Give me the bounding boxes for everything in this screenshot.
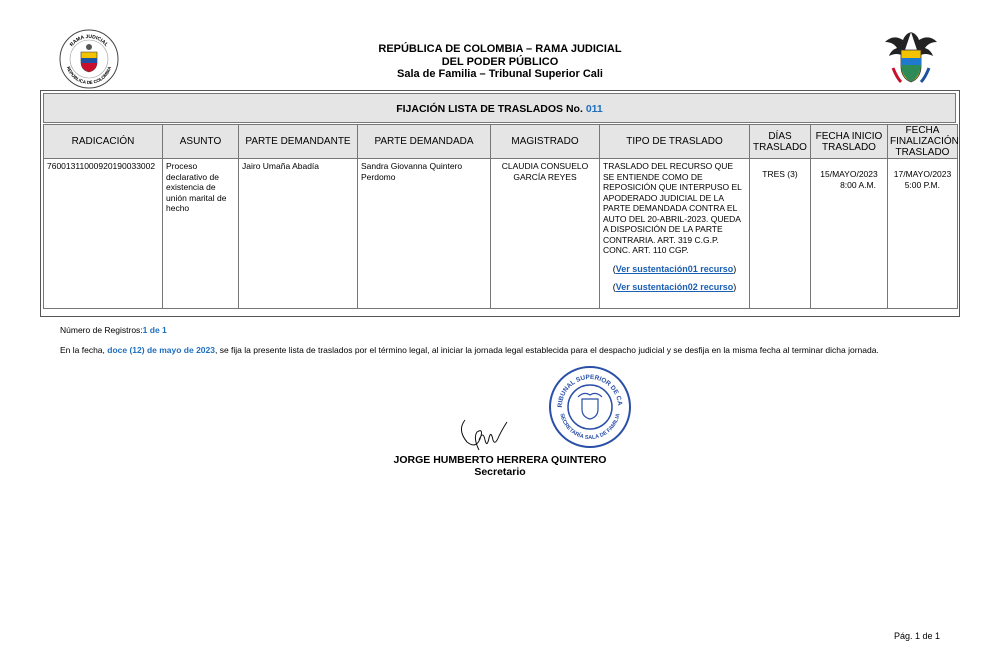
list-number: 011 <box>585 103 603 115</box>
document-header <box>0 43 1000 81</box>
cell-asunto: Proceso declarativo de existencia de unión marital de hecho <box>163 159 239 309</box>
col-tipo: TIPO DE TRASLADO <box>600 125 750 159</box>
fijacion-paragraph <box>60 345 879 355</box>
cell-dias <box>750 159 811 309</box>
signature-image <box>455 410 515 455</box>
header-line-3: Sala de Familia – Tribunal Superior Cali <box>396 68 603 80</box>
ver-sustentacion-02-link[interactable]: Ver sustentación02 recurso <box>615 282 734 292</box>
signer-role: Secretario <box>474 466 526 478</box>
page-number: Pág. 1 de 1 <box>893 631 940 641</box>
col-fin: FECHA FINALIZACIÓN TRASLADO <box>888 125 958 159</box>
svg-text:REPÚBLICA DE COLOMBIA: REPÚBLICA DE COLOMBIA <box>65 65 113 86</box>
col-asunto: ASUNTO <box>163 125 239 159</box>
tipo-text: TRASLADO DEL RECURSO QUE SE ENTIENDE COMO DE REPOSICIÓN QUE INTERPUSO EL APODERADO JUDICIAL DE LA PARTE DEMANDADA CONTRA EL AUTO DEL 20-ABRIL-2023. QUEDA A DISPOSICIÓN DE LA PARTE CONTRARIA. ART. 319 C.G.P. CONC. ART. 110 CGP. <box>603 161 742 255</box>
col-magistrado: MAGISTRADO <box>491 125 600 159</box>
list-title-prefix: FIJACIÓN LISTA DE TRASLADOS No. <box>396 103 583 115</box>
svg-text:SECRETARÍA SALA DE FAMILIA: SECRETARÍA SALA DE FAMILIA <box>558 412 622 442</box>
header-line-1: REPÚBLICA DE COLOMBIA – RAMA JUDICIAL <box>378 43 622 55</box>
col-dias: DÍAS TRASLADO <box>750 125 811 159</box>
fecha-highlight: doce (12) de mayo de 2023 <box>107 345 215 355</box>
cell-magistrado: CLAUDIA CONSUELO GARCÍA REYES <box>491 159 600 309</box>
registros-value: 1 de 1 <box>142 325 167 335</box>
cell-tipo: TRASLADO DEL RECURSO QUE SE ENTIENDE COMO DE REPOSICIÓN QUE INTERPUSO EL APODERADO JUDICIAL DE LA PARTE DEMANDADA CONTRA EL AUTO DEL 20-ABRIL-2023. QUEDA A DISPOSICIÓN DE LA PARTE CONTRARIA. ART. 319 C.G.P. CONC. ART. 110 CGP. (Ver sustentación01 recurso) (Ver sustentación02 recurso) <box>600 159 750 309</box>
tribunal-seal <box>548 365 632 449</box>
signer-block <box>0 454 1000 478</box>
signer-name: JORGE HUMBERTO HERRERA QUINTERO <box>393 454 607 466</box>
inicio-fecha: 15/MAYO/2023 <box>820 169 878 179</box>
inicio-hora: 8:00 A.M. <box>840 179 876 190</box>
registros-label: Número de Registros: <box>60 325 143 335</box>
fecha-before: En la fecha, <box>60 345 108 355</box>
col-radicacion: RADICACIÓN <box>44 125 163 159</box>
dias-value: TRES (3) <box>762 169 798 179</box>
cell-radicacion: 76001311000920190033002 <box>44 159 163 309</box>
col-demandada: PARTE DEMANDADA <box>358 125 491 159</box>
fecha-after: , se fija la presente lista de traslados por el término legal, al iniciar la jornada legal establecida para el despacho judicial y se desfija en la misma fecha al terminar dicha jornada. <box>214 345 879 355</box>
fin-hora: 5:00 P.M. <box>904 179 940 190</box>
svg-text:RAMA JUDICIAL: RAMA JUDICIAL <box>68 33 110 48</box>
cell-demandante: Jairo Umaña Abadía <box>239 159 358 309</box>
fin-fecha: 17/MAYO/2023 <box>893 169 952 179</box>
col-inicio: FECHA INICIO TRASLADO <box>811 125 888 159</box>
col-demandante: PARTE DEMANDANTE <box>239 125 358 159</box>
table-row <box>44 159 958 309</box>
table-header-row <box>44 125 958 159</box>
list-title <box>43 93 956 123</box>
ver-sustentacion-01-link[interactable]: Ver sustentación01 recurso <box>615 263 734 274</box>
cell-fin <box>888 159 958 309</box>
svg-text:TRIBUNAL SUPERIOR DE CALI: RIBUNAL SUPERIOR DE CA <box>556 373 624 408</box>
header-line-2: DEL PODER PÚBLICO <box>441 55 559 68</box>
cell-demandada: Sandra Giovanna Quintero Perdomo <box>358 159 491 309</box>
numero-registros <box>60 325 167 335</box>
traslados-frame <box>40 90 960 317</box>
cell-inicio <box>811 159 888 309</box>
traslados-table <box>43 124 958 309</box>
